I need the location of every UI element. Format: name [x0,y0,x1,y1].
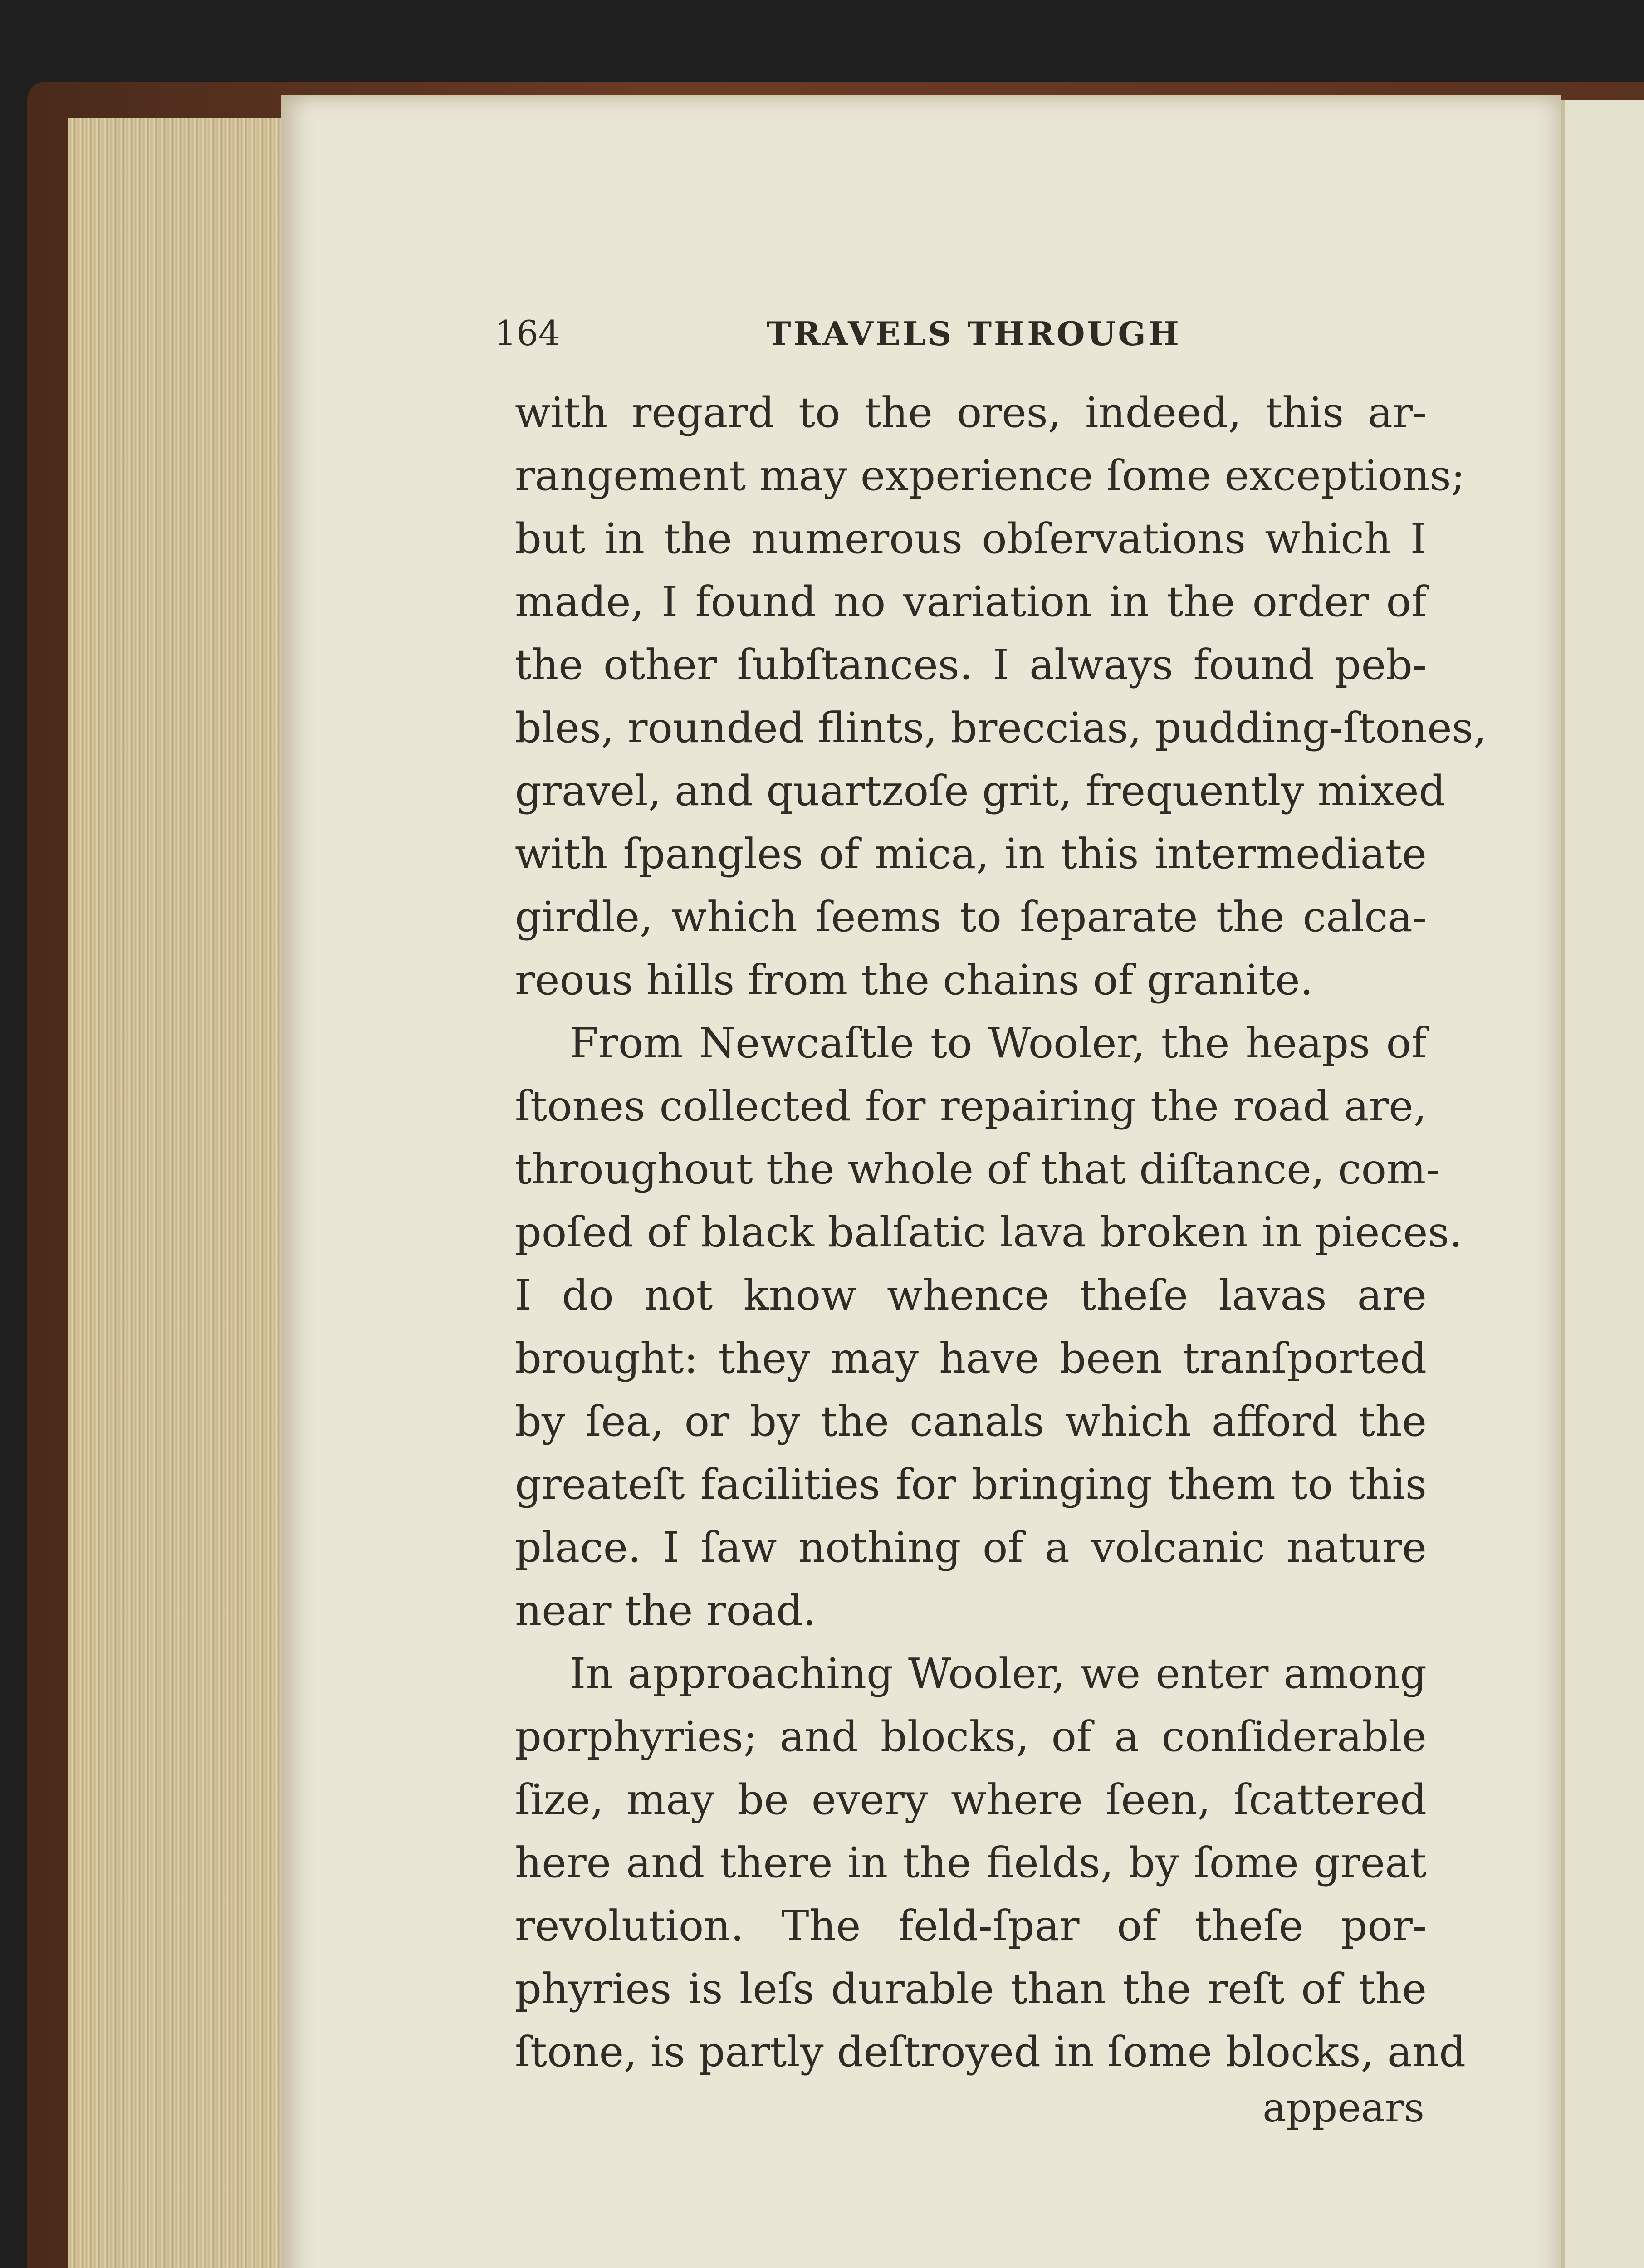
page-number: 164 [494,313,561,353]
text-line: near the road. [515,1586,817,1635]
text-line: here and there in the fields, by ſome great [515,1838,1427,1887]
text-line: ſtone, is partly deſtroyed in ſome blocks, and [515,2028,1466,2076]
text-line: I do not know whence theſe lavas are [515,1271,1427,1320]
text-line: From Newcaſtle to Wooler, the heaps of [569,1019,1427,1067]
page-edges [68,118,286,2268]
text-line: girdle, which ſeems to ſeparate the calca- [515,893,1427,941]
body-text [515,381,1487,2083]
text-line: ſize, may be every where ſeen, ſcattered [515,1775,1427,1824]
text-line: made, I found no variation in the order of [515,577,1427,626]
running-head [494,313,1420,372]
facing-page-edge [1561,100,1644,2268]
text-line: greateſt facilities for bringing them to this [515,1460,1427,1509]
page-heading: TRAVELS THROUGH [767,314,1181,353]
text-line: poſed of black balſatic lava broken in pieces. [515,1208,1463,1256]
text-line: the other ſubſtances. I always found peb- [515,640,1427,689]
text-line: by ſea, or by the canals which afford the [515,1397,1427,1446]
text-line: with ſpangles of mica, in this intermediate [515,830,1427,878]
text-line: with regard to the ores, indeed, this ar- [515,388,1427,437]
text-line: bles, rounded flints, breccias, pudding-ſtones, [515,704,1487,752]
text-line: rangement may experience ſome exceptions; [515,451,1465,500]
text-line: In approaching Wooler, we enter among [569,1649,1427,1698]
catchword: appears [1262,2084,1424,2131]
text-line: ſtones collected for repairing the road are, [515,1082,1427,1130]
text-line: revolution. The feld-ſpar of theſe por- [515,1901,1427,1950]
text-line: throughout the whole of that diſtance, com- [515,1145,1440,1193]
text-line: but in the numerous obſervations which I [515,514,1427,563]
text-line: place. I ſaw nothing of a volcanic nature [515,1523,1427,1572]
text-line: brought: they may have been tranſported [515,1334,1427,1383]
text-line: reous hills from the chains of granite. [515,956,1313,1004]
text-line: porphyries; and blocks, of a conſiderable [515,1712,1427,1761]
text-line: phyries is leſs durable than the reſt of the [515,1965,1427,2013]
text-line: gravel, and quartzoſe grit, frequently mixed [515,767,1446,815]
